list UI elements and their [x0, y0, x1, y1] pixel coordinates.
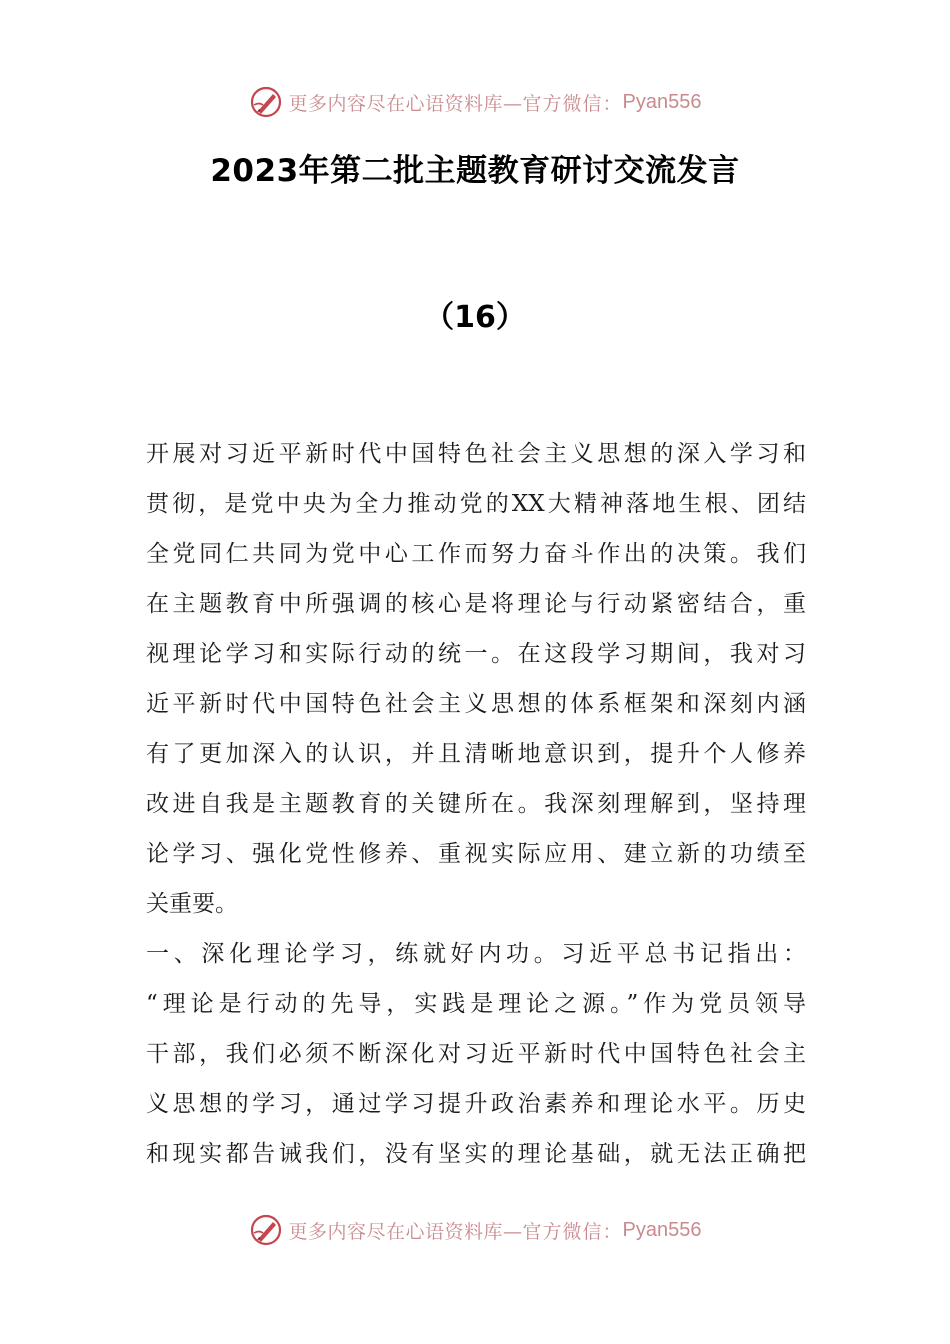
body-line: 和现实都告诫我们，没有坚实的理论基础，就无法正确把 — [146, 1141, 806, 1167]
body-line: 论学习、强化党性修养、重视实际应用、建立新的功绩至 — [146, 841, 806, 867]
body-line: 干部，我们必须不断深化对习近平新时代中国特色社会主 — [146, 1041, 806, 1067]
watermark-wechat-label: 官方微信： — [522, 92, 623, 115]
body-line: 贯彻，是党中央为全力推动党的XX大精神落地生根、团结 — [146, 491, 806, 517]
body-line: “理论是行动的先导，实践是理论之源。”作为党员领导 — [146, 991, 806, 1017]
body-line: 有了更加深入的认识，并且清晰地意识到，提升个人修养 — [146, 741, 806, 767]
body-line: 在主题教育中所强调的核心是将理论与行动紧密结合，重 — [146, 591, 806, 617]
pen-logo-icon — [249, 1213, 283, 1247]
body-line: 义思想的学习，通过学习提升政治素养和理论水平。历史 — [146, 1091, 806, 1117]
watermark-wechat-id: Pyan556 — [622, 1218, 702, 1241]
body-line: 关重要。 — [146, 891, 238, 917]
document-subtitle: （16） — [424, 300, 526, 335]
watermark-site-text: 更多内容尽在心语资料库— — [288, 92, 523, 115]
body-line: 改进自我是主题教育的关键所在。我深刻理解到，坚持理 — [146, 791, 806, 817]
body-line: 开展对习近平新时代中国特色社会主义思想的深入学习和 — [146, 441, 806, 467]
document-title: 2023年第二批主题教育研讨交流发言 — [210, 153, 740, 189]
document-body — [146, 432, 806, 1182]
body-line: 全党同仁共同为党中心工作而努力奋斗作出的决策。我们 — [146, 541, 806, 567]
watermark-site-text: 更多内容尽在心语资料库— — [288, 1220, 523, 1243]
footer-watermark — [0, 1210, 950, 1250]
body-line: 视理论学习和实际行动的统一。在这段学习期间，我对习 — [146, 641, 806, 667]
body-line: 近平新时代中国特色社会主义思想的体系框架和深刻内涵 — [146, 691, 806, 717]
watermark-wechat-id: Pyan556 — [622, 90, 702, 113]
watermark-wechat-label: 官方微信： — [522, 1220, 623, 1243]
header-watermark — [0, 82, 950, 122]
body-line: 一、深化理论学习，练就好内功。习近平总书记指出： — [146, 941, 806, 967]
pen-logo-icon — [249, 85, 283, 119]
